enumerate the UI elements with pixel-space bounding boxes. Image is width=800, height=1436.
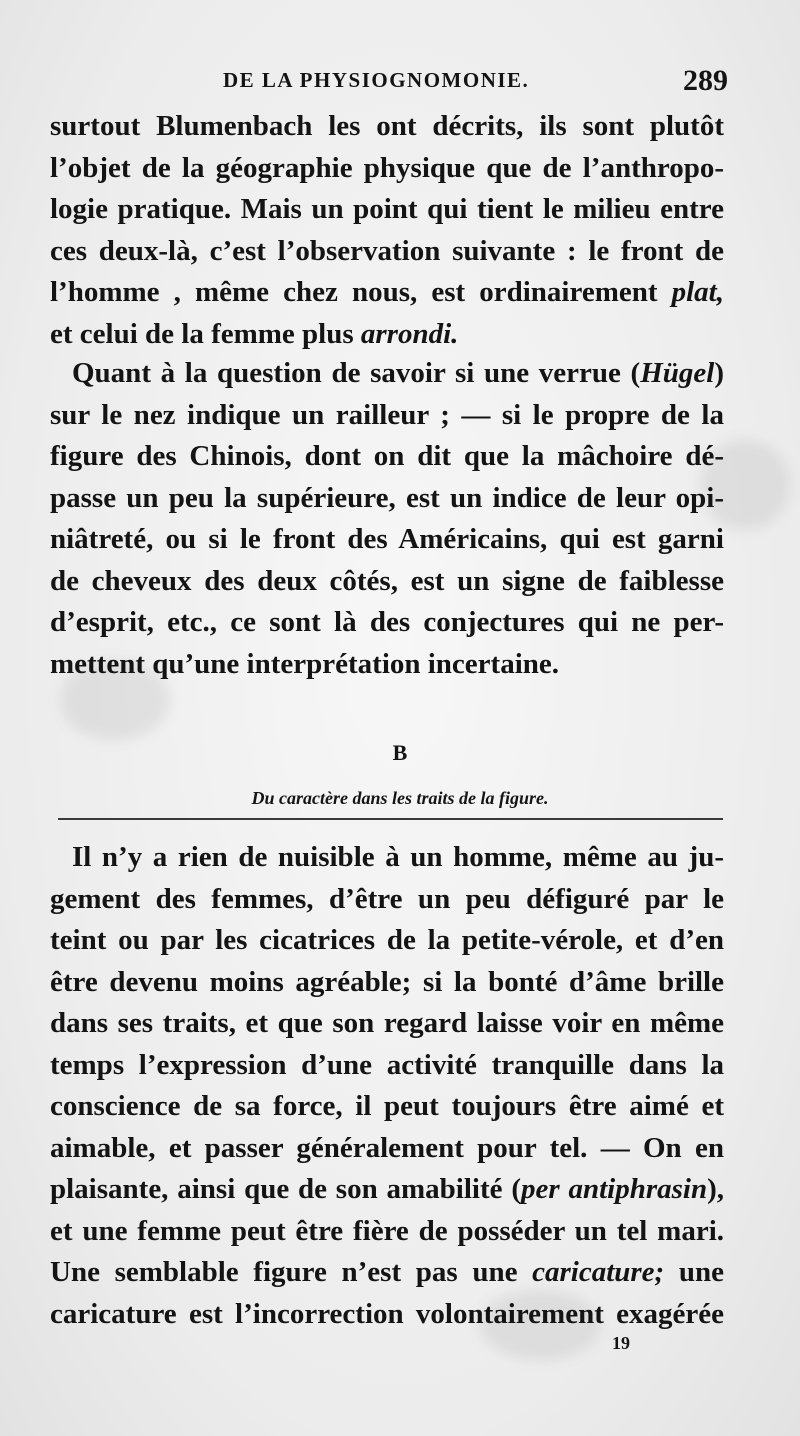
section-title: Du caractère dans les traits de la figure. — [251, 788, 549, 808]
text-line: passe un peu la supérieure, est un indice de leur opi- — [50, 481, 724, 514]
italic-text: plat, — [671, 276, 724, 308]
text-line: dans ses traits, et que son regard laisse voir en même — [50, 1007, 724, 1039]
section-letter: B — [392, 740, 408, 765]
text-line: et une femme peut être fière de posséder un tel mari. — [50, 1214, 724, 1247]
text-line: gement des femmes, d’être un peu défiguré par le — [50, 882, 724, 915]
text-line: teint ou par les cicatrices de la petite-vérole, et d’en — [50, 924, 724, 956]
text-line: conscience de sa force, il peut toujours être aimé et — [50, 1090, 724, 1122]
text-line: ces deux-là, c’est l’observation suivante : le front de — [50, 234, 724, 267]
italic-text: per antiphrasin — [520, 1173, 708, 1205]
section-rule — [58, 818, 723, 820]
italic-text: Hügel — [640, 357, 715, 389]
text-line: Il n’y a rien de nuisible à un homme, même au ju- — [72, 841, 724, 873]
text-line: l’homme , même chez nous, est ordinairement plat, — [50, 276, 724, 308]
text-line: logie pratique. Mais un point qui tient le milieu entre — [50, 193, 724, 225]
text-line: niâtreté, ou si le front des Américains, qui est garni — [50, 523, 724, 555]
text-line: Une semblable figure n’est pas une caricature; une — [50, 1256, 724, 1288]
italic-text: caricature; — [532, 1256, 665, 1288]
running-head: DE LA PHYSIOGNOMONIE. — [223, 68, 530, 92]
paragraph — [50, 106, 724, 355]
text-line: Quant à la question de savoir si une verrue (Hügel) — [72, 357, 724, 389]
signature-mark: 19 — [612, 1333, 630, 1353]
text-line: aimable, et passer généralement pour tel. — On en — [50, 1131, 724, 1164]
text-line: l’objet de la géographie physique que de l’anthropo- — [50, 151, 724, 184]
text-line: être devenu moins agréable; si la bonté d’âme brille — [50, 965, 724, 998]
page-header — [223, 64, 728, 104]
text-line: sur le nez indique un railleur ; — si le propre de la — [50, 398, 724, 431]
text-line: temps l’expression d’une activité tranquille dans la — [50, 1048, 724, 1081]
text-line: figure des Chinois, dont on dit que la mâchoire dé- — [50, 440, 724, 472]
paragraph — [50, 837, 724, 1335]
italic-text: arrondi. — [360, 317, 459, 350]
text-line: mettent qu’une interprétation incertaine. — [50, 647, 560, 680]
text-line: caricature est l’incorrection volontairement exagérée — [50, 1297, 724, 1330]
text-line: surtout Blumenbach les ont décrits, ils sont plutôt — [50, 110, 724, 142]
text-line: plaisante, ainsi que de son amabilité (per antiphrasin), — [50, 1173, 724, 1205]
text-line: d’esprit, etc., ce sont là des conjectures qui ne per- — [50, 606, 724, 638]
text-line: de cheveux des deux côtés, est un signe de faiblesse — [50, 564, 724, 597]
text-line: et celui de la femme plus arrondi. — [50, 317, 459, 350]
paragraph — [50, 353, 724, 685]
page-number: 289 — [683, 64, 728, 97]
